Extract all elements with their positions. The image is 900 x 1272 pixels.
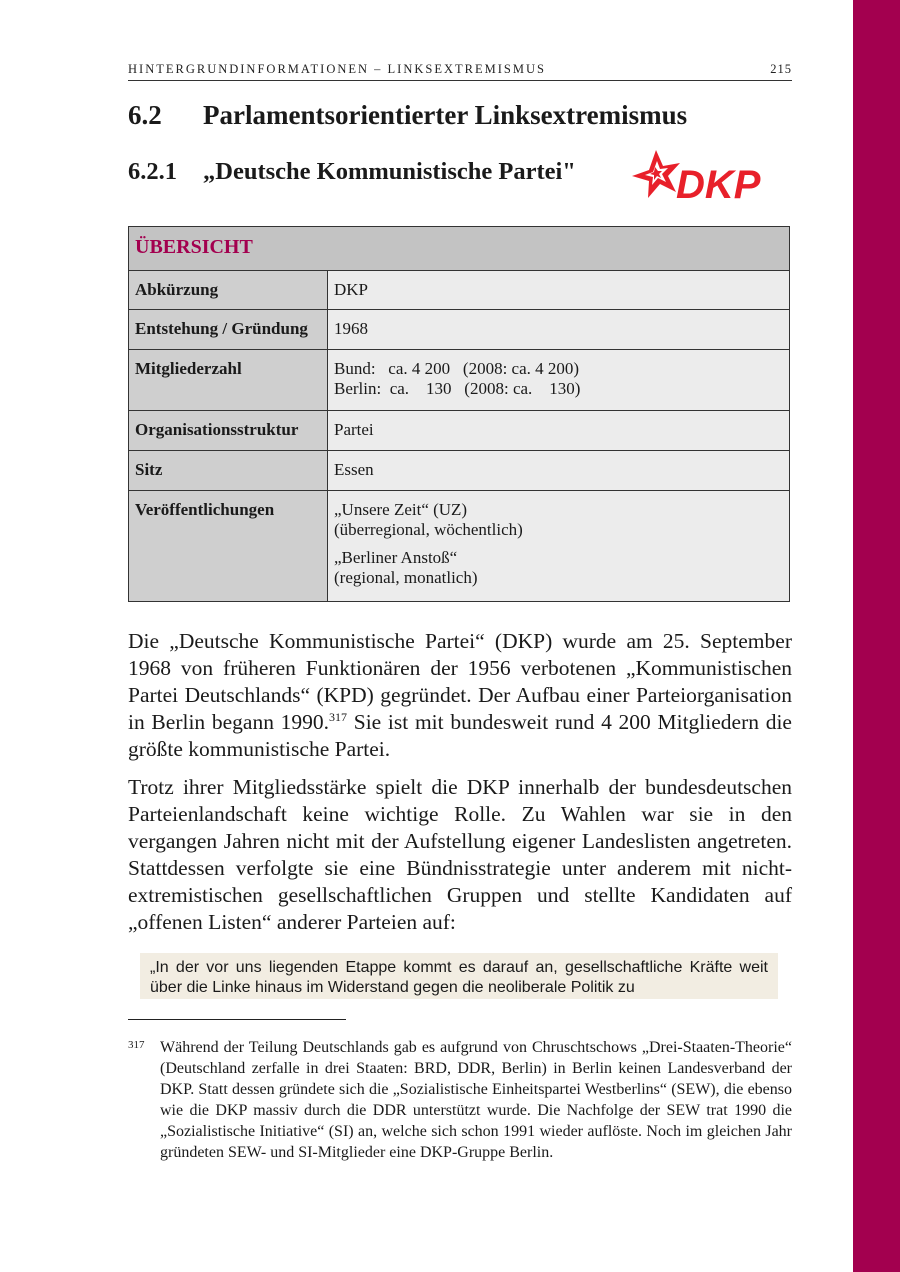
side-color-bar [853, 0, 900, 1272]
row-value: Essen [328, 451, 790, 491]
footnote-reference[interactable]: 317 [329, 709, 348, 724]
row-value: Partei [328, 411, 790, 451]
paragraph-text: Sie ist mit bundesweit rund 4 200 Mitgliedern die größte kommunistische Partei. [128, 710, 792, 761]
table-row [129, 491, 790, 602]
footnote-text: Während der Teilung Deutschlands gab es aufgrund von Chruschtschows „Drei-Staaten-Theorie“ (Deutschland zerfalle in drei Staaten: BRD, DDR, Berlin) in Berlin keinen Landesverband der DKP. Statt dessen gründete sich die „Sozialistische Einheitspartei Westberlins“ (SEW), die ebenso wie die DKP massiv durch die DDR unterstützt wurde. Die Nachfolge der SEW trat 1990 die „Sozialistische Initiative“ (SI) an, welche sich schon 1991 wieder auflöste. Noch im gleichen Jahr gründeten SEW- und SI-Mitglieder eine DKP-Gruppe Berlin. [160, 1039, 792, 1161]
subsection-title: „Deutsche Kommunistische Partei" [203, 158, 576, 185]
publication-detail: (regional, monatlich) [334, 568, 478, 587]
row-label: Mitgliederzahl [129, 350, 328, 411]
table-row [129, 350, 790, 411]
publication-name: „Unsere Zeit“ (UZ) [334, 500, 468, 519]
footnote [128, 1037, 792, 1163]
overview-heading-row [129, 227, 790, 271]
row-value: 1968 [328, 310, 790, 350]
subsection-number: 6.2.1 [128, 158, 177, 185]
row-value [328, 491, 790, 602]
overview-table [128, 226, 790, 602]
footnote-separator [128, 1019, 346, 1020]
row-label: Veröffentlichungen [129, 491, 328, 602]
table-row [129, 271, 790, 310]
member-count-federal: Bund: ca. 4 200 (2008: ca. 4 200) [334, 359, 580, 378]
logo-text: DKP [676, 163, 761, 207]
publication-detail: (überregional, wöchentlich) [334, 520, 523, 539]
row-value: DKP [328, 271, 790, 310]
row-label: Sitz [129, 451, 328, 491]
section-title: Parlamentsorientierter Linksextremismus [203, 100, 688, 130]
row-label: Entstehung / Gründung [129, 310, 328, 350]
row-label: Abkürzung [129, 271, 328, 310]
body-paragraph-2: Trotz ihrer Mitgliedsstärke spielt die DKP innerhalb der bundesdeutschen Parteienlandschaft keine wichtige Rolle. Zu Wahlen war sie in den vergangen Jahren nicht mit der Aufstellung eigener Landeslisten angetreten. Stattdessen verfolgte sie eine Bündnisstrategie unter anderem mit nicht-extremistischen gesellschaftlichen Gruppen und stellte Kandidaten auf „offenen Listen“ anderer Parteien auf: [128, 775, 792, 934]
row-label: Organisationsstruktur [129, 411, 328, 451]
section-number: 6.2 [128, 100, 162, 130]
member-count-berlin: Berlin: ca. 130 (2008: ca. 130) [334, 379, 581, 398]
paragraph-text: Die „Deutsche Kommunistische Partei“ (DKP) wurde am 25. September 1968 von früheren Funktionären der 1956 verbotenen „Kommunistischen Partei Deutschlands“ (KPD) gegründet. Der Aufbau einer Parteiorganisation in Berlin begann 1990. [128, 629, 792, 734]
table-row [129, 310, 790, 350]
table-row [129, 451, 790, 491]
overview-heading: ÜBERSICHT [129, 227, 790, 271]
row-value [328, 350, 790, 411]
running-header [128, 62, 792, 81]
subsection-heading [128, 158, 576, 186]
running-title: HINTERGRUNDINFORMATIONEN – LINKSEXTREMISMUS [128, 62, 546, 76]
section-heading [128, 100, 687, 131]
body-paragraph-1 [128, 628, 792, 763]
dkp-logo [626, 146, 781, 210]
footnote-number: 317 [128, 1039, 145, 1051]
quote-block: „In der vor uns liegenden Etappe kommt es darauf an, gesellschaftliche Kräfte weit über die Linke hinaus im Widerstand gegen die neoliberale Politik zu [140, 953, 778, 999]
page-number: 215 [770, 62, 792, 76]
publication-name: „Berliner Anstoß“ [334, 548, 458, 567]
table-row [129, 411, 790, 451]
star-logo-icon [632, 150, 680, 198]
publication-item [334, 548, 783, 588]
publication-item [334, 500, 783, 540]
